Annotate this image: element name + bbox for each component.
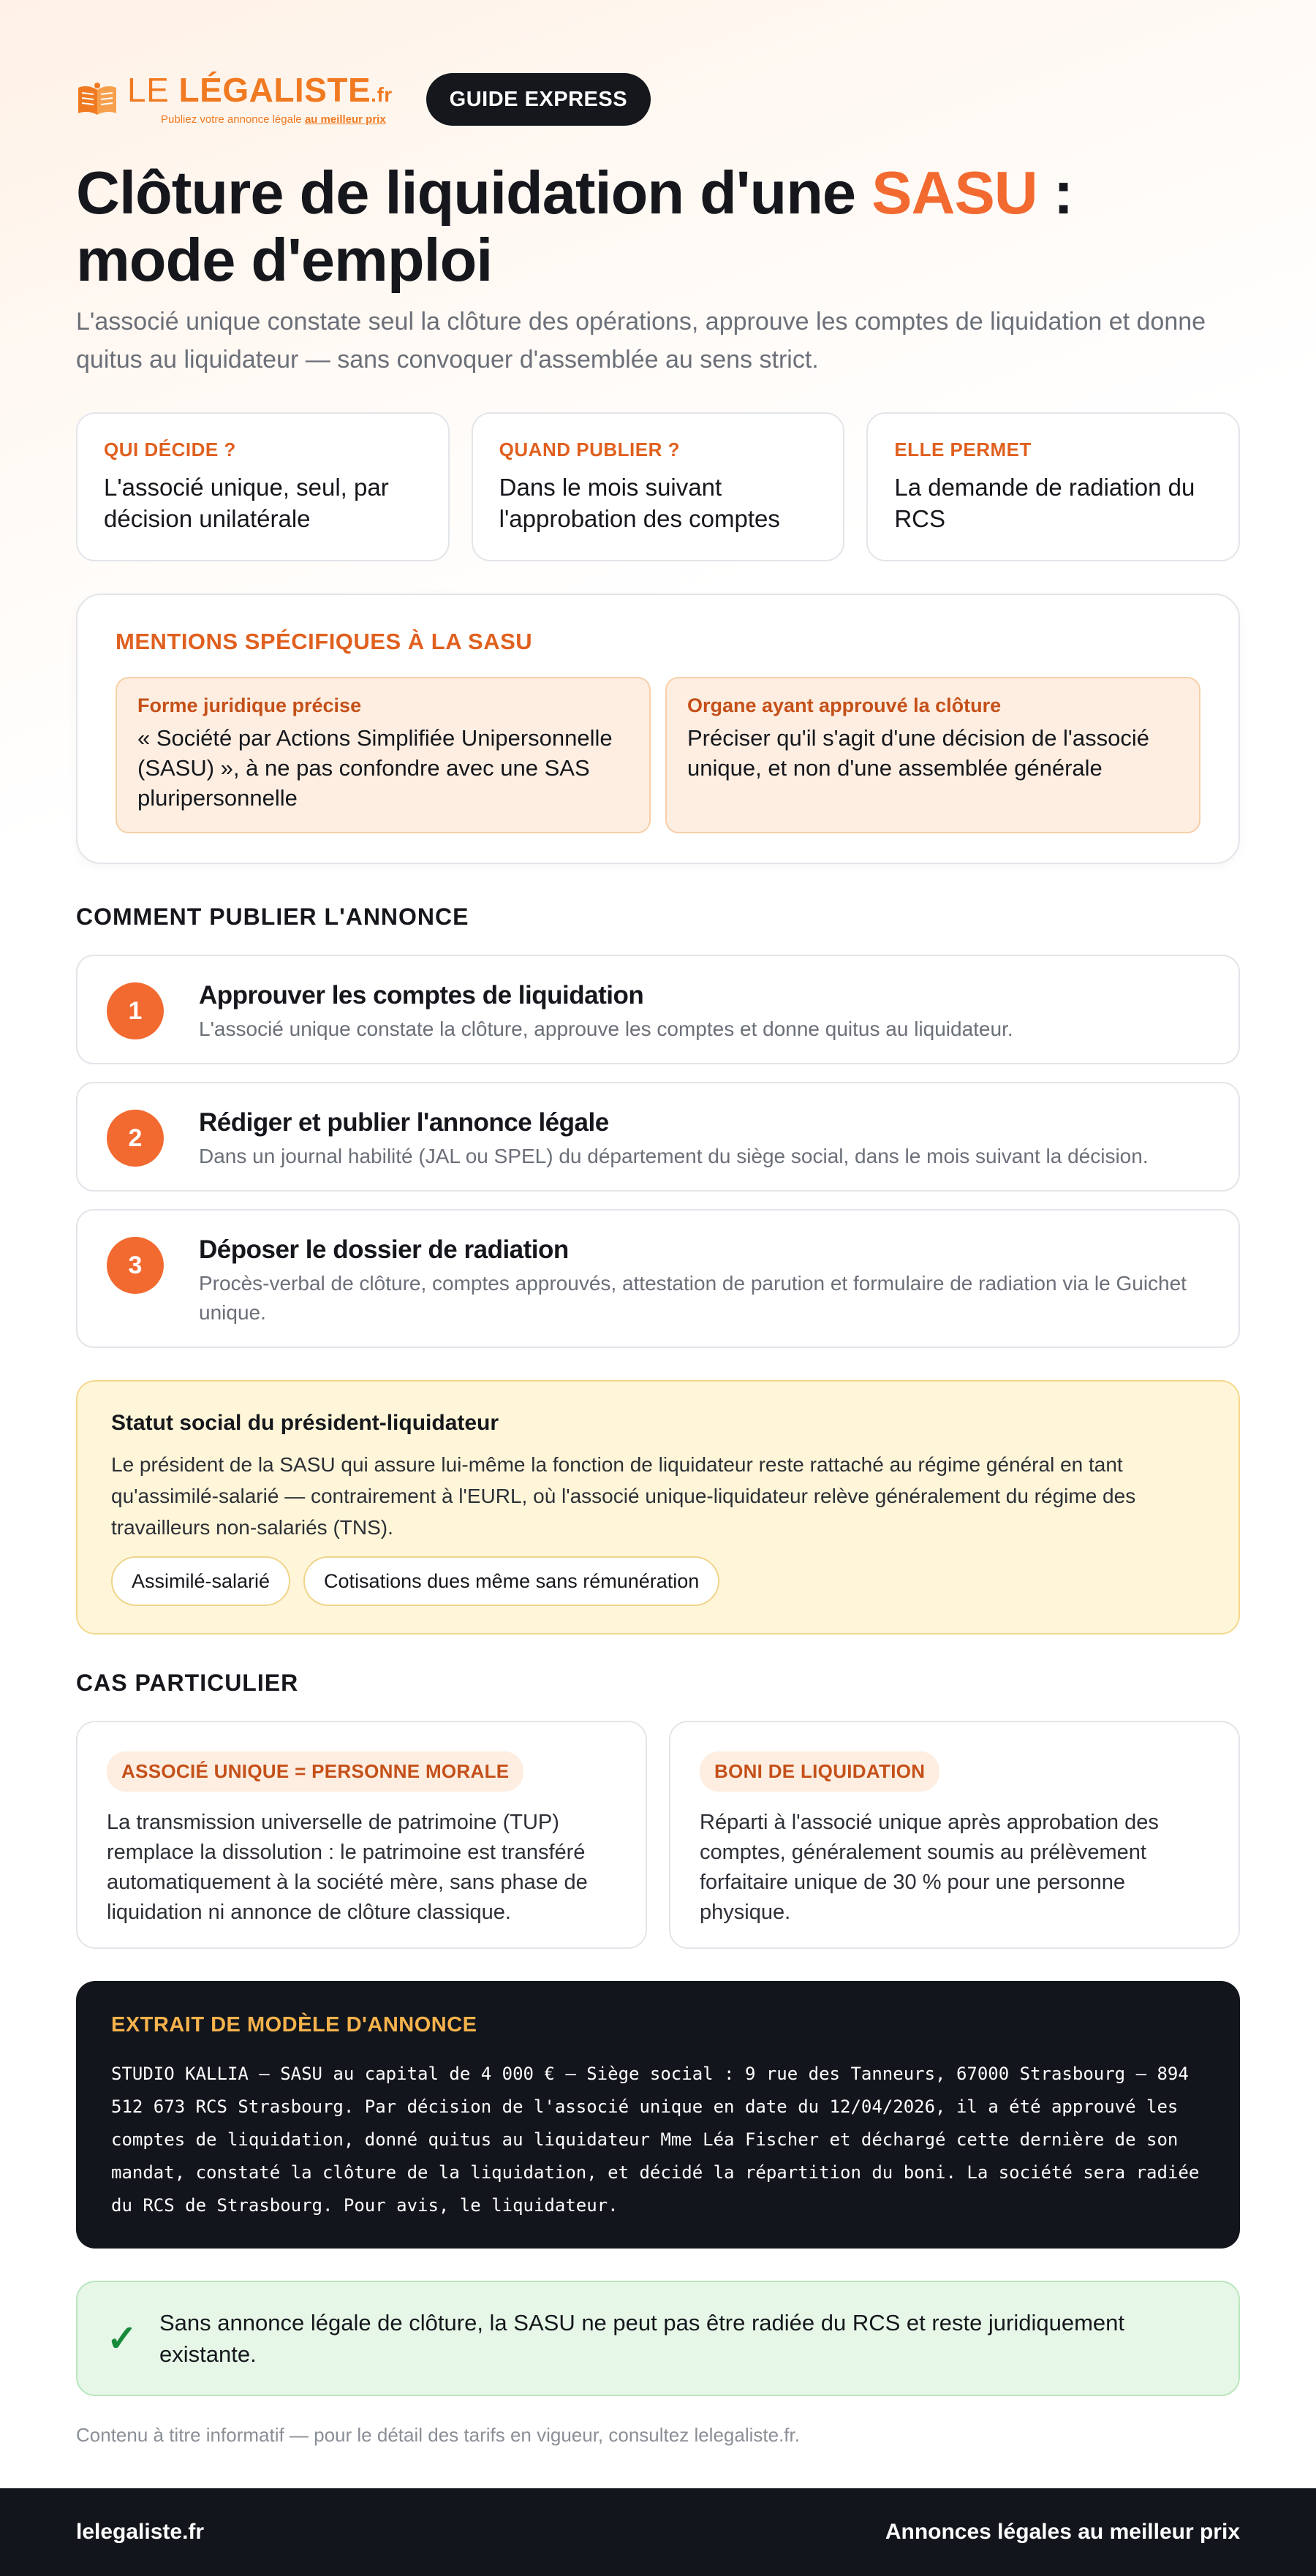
step-description: L'associé unique constate la clôture, approuve les comptes et donne quitus au liquidateur. [199,1018,1013,1040]
logo-prefix: LE [127,71,179,109]
step-number: 1 [107,982,164,1039]
info-card-label: ELLE PERMET [894,439,1032,461]
mention-label: Forme juridique précise [137,694,362,716]
info-card-value: L'associé unique, seul, par décision unilatérale [104,474,389,532]
logo-wordmark [127,73,393,112]
step-3 [76,1209,1240,1348]
step-2 [76,1082,1240,1192]
section-heading-publier: COMMENT PUBLIER L'ANNONCE [76,904,469,930]
guide-badge: GUIDE EXPRESS [426,73,651,126]
open-book-icon [76,81,118,118]
info-cards [76,412,1240,561]
disclaimer: Contenu à titre informatif — pour le détail des tarifs en vigueur, consultez lelegaliste.fr. [76,2424,800,2446]
modele-text: STUDIO KALLIA — SASU au capital de 4 000 € — Siège social : 9 rue des Tanneurs, 67000 Strasbourg — 894 512 673 RCS Strasbourg. Par décision de l'associé unique en date du 12/04/2026, il a été approuvé les comptes de liquidation, donné quitus au liquidateur Mme Léa Fischer et déchargé cette dernière de son mandat, constaté la clôture de la liquidation, et décidé la répartition du boni. La société sera radiée du RCS de Strasbourg. Pour avis, le liquidateur. [111,2064,1200,2216]
cas-text: La transmission universelle de patrimoine (TUP) remplace la dissolution : le patrimoine est transféré automatiquement à la société mère, sans phase de liquidation ni annonce de clôture classique. [107,1811,588,1924]
info-card-quand-publier [472,412,845,561]
tagline-start: Publiez votre annonce légale [161,113,305,126]
info-card-elle-permet [866,412,1240,561]
footer [0,2488,1316,2576]
header [76,70,1240,129]
page-subtitle: L'associé unique constate seul la clôture des opérations, approuve les comptes de liquidation et donne quitus au liquidateur — sans convoquer d'assemblée au sens strict. [76,308,1206,374]
statut-chips [111,1556,1205,1606]
step-1 [76,955,1240,1064]
cas-card-personne-morale [76,1721,647,1949]
info-card-qui-decide [76,412,450,561]
section-heading-cas: CAS PARTICULIER [76,1670,299,1696]
title-accent: SASU [871,159,1037,227]
step-title: Déposer le dossier de radiation [199,1235,569,1264]
statut-callout [76,1380,1240,1634]
statut-text: Le président de la SASU qui assure lui-même la fonction de liquidateur reste rattaché au régime général en tant qu'assimilé-salarié — contrairement à l'EURL, où l'associé unique-liquidateur relève généralement du régime des travailleurs non-salariés (TNS). [111,1453,1136,1539]
logo[interactable] [76,73,393,126]
check-icon: ✓ [107,2318,137,2359]
info-card-label: QUI DÉCIDE ? [104,439,236,461]
cas-cards [76,1721,1240,1949]
step-description: Dans un journal habilité (JAL ou SPEL) du département du siège social, dans le mois suivant la décision. [199,1145,1149,1167]
title-after: : mode d'emploi [76,159,1073,294]
logo-suffix: .fr [371,83,393,106]
info-card-value: La demande de radiation du RCS [894,474,1195,532]
step-title: Rédiger et publier l'annonce légale [199,1108,609,1137]
step-description: Procès-verbal de clôture, comptes approuvés, attestation de parution et formulaire de radiation via le Guichet unique. [199,1272,1187,1324]
mention-text: « Société par Actions Simplifiée Unipersonnelle (SASU) », à ne pas confondre avec une SAS pluripersonnelle [137,725,613,811]
info-card-value: Dans le mois suivant l'approbation des comptes [499,474,780,532]
cas-text: Réparti à l'associé unique après approbation des comptes, généralement soumis au prélèvement forfaitaire unique de 30 % pour une personne physique. [700,1811,1159,1924]
step-body [199,1108,1149,1171]
statut-title: Statut social du président-liquidateur [111,1411,499,1435]
footer-site-link[interactable]: lelegaliste.fr [76,2520,205,2544]
title-before: Clôture de liquidation d'une [76,159,872,227]
modele-annonce [76,1981,1240,2249]
footer-tagline: Annonces légales au meilleur prix [885,2520,1240,2544]
mentions-title: MENTIONS SPÉCIFIQUES À LA SASU [116,629,533,654]
modele-title: EXTRAIT DE MODÈLE D'ANNONCE [111,2013,477,2037]
success-callout [76,2281,1240,2396]
step-title: Approuver les comptes de liquidation [199,981,644,1009]
cas-badge: ASSOCIÉ UNIQUE = PERSONNE MORALE [107,1751,523,1792]
chip-cotisations: Cotisations dues même sans rémunération [303,1556,719,1606]
mentions-grid [116,677,1200,833]
mention-label: Organe ayant approuvé la clôture [687,694,1002,716]
step-body [199,981,1013,1044]
page-title [76,159,1240,294]
chip-assimile-salarie: Assimilé-salarié [111,1556,290,1606]
cas-card-boni [669,1721,1240,1949]
tagline-emphasis: au meilleur prix [304,113,386,126]
info-card-label: QUAND PUBLIER ? [499,439,680,461]
logo-tagline [161,113,393,126]
step-number: 2 [107,1110,164,1167]
mention-forme-juridique [116,677,651,833]
cas-badge: BONI DE LIQUIDATION [700,1751,939,1792]
logo-name: LÉGALISTE [178,71,371,109]
step-body [199,1235,1209,1327]
success-text: Sans annonce légale de clôture, la SASU ne peut pas être radiée du RCS et reste juridiquement existante. [159,2310,1125,2367]
mentions-panel [76,594,1240,864]
mention-organe [665,677,1200,833]
step-number: 3 [107,1237,164,1294]
mention-text: Préciser qu'il s'agit d'une décision de l'associé unique, et non d'une assemblée générale [687,725,1149,781]
